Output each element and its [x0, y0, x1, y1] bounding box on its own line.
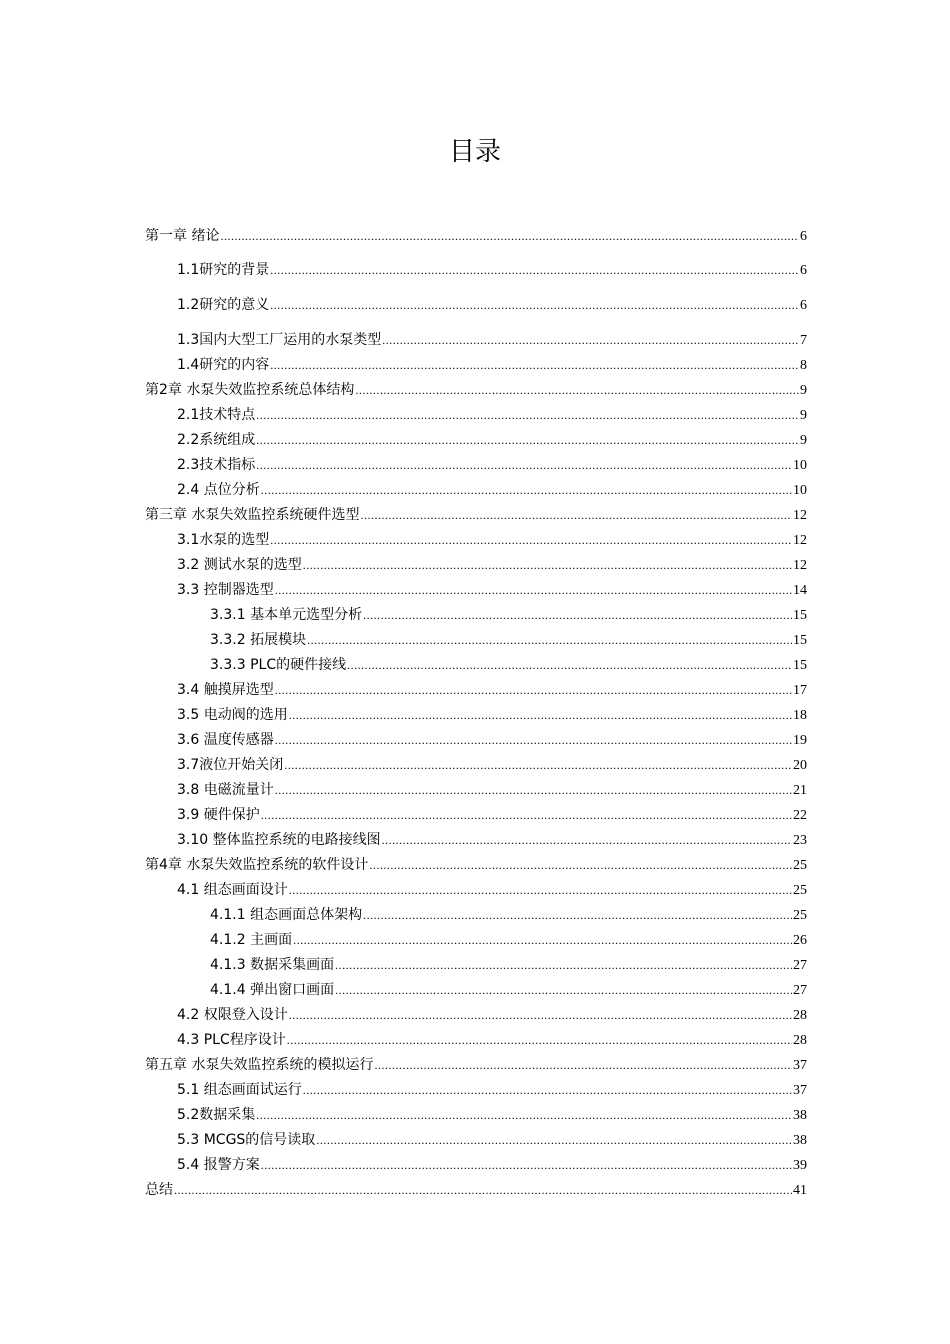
dot-leader — [261, 1155, 792, 1175]
toc-entry-label: 3.2 测试水泵的选型 — [177, 557, 302, 573]
toc-entry-page: 18 — [793, 708, 807, 723]
dot-leader — [382, 330, 799, 350]
toc-entry-label: 2.2系统组成 — [177, 432, 256, 448]
toc-entry-summary[interactable] — [145, 1180, 807, 1200]
toc-entry-4-1-4[interactable] — [210, 980, 807, 1000]
toc-entry-page: 25 — [793, 858, 807, 873]
dot-leader — [363, 905, 792, 925]
toc-entry-4-1[interactable] — [177, 880, 807, 900]
toc-entry-page: 22 — [793, 808, 807, 823]
toc-entry-chapter-5[interactable] — [145, 1055, 807, 1075]
toc-entry-page: 6 — [800, 229, 807, 244]
toc-entry-page: 6 — [800, 263, 807, 278]
toc-entry-page: 15 — [793, 608, 807, 623]
toc-entry-page: 38 — [793, 1108, 807, 1123]
toc-entry-label: 3.6 温度传感器 — [177, 732, 274, 748]
dot-leader — [289, 880, 792, 900]
toc-entry-page: 12 — [793, 558, 807, 573]
toc-entry-page: 14 — [793, 583, 807, 598]
dot-leader — [256, 1105, 792, 1125]
toc-entry-label: 第2章 水泵失效监控系统总体结构 — [145, 382, 355, 398]
toc-entry-chapter-2[interactable] — [145, 380, 807, 400]
dot-leader — [293, 930, 792, 950]
dot-leader — [287, 1030, 792, 1050]
dot-leader — [256, 430, 799, 450]
toc-entry-label: 1.1研究的背景 — [177, 262, 270, 278]
toc-entry-page: 41 — [793, 1183, 807, 1198]
toc-entry-page: 6 — [800, 298, 807, 313]
dot-leader — [307, 630, 792, 650]
toc-entry-3-3-1[interactable] — [210, 605, 807, 625]
toc-entry-page: 39 — [793, 1158, 807, 1173]
dot-leader — [369, 855, 792, 875]
toc-entry-page: 28 — [793, 1033, 807, 1048]
toc-entry-page: 25 — [793, 908, 807, 923]
toc-entry-label: 3.10 整体监控系统的电路接线图 — [177, 832, 381, 848]
toc-entry-page: 37 — [793, 1083, 807, 1098]
toc-entry-5-2[interactable] — [177, 1105, 807, 1125]
toc-entry-label: 3.3.3 PLC的硬件接线 — [210, 657, 347, 673]
toc-entry-label: 5.3 MCGS的信号读取 — [177, 1132, 316, 1148]
toc-entry-2-1[interactable] — [177, 405, 807, 425]
toc-entry-3-3-3[interactable] — [210, 655, 807, 675]
toc-entry-label: 第一章 绪论 — [145, 228, 220, 244]
toc-entry-label: 3.4 触摸屏选型 — [177, 682, 274, 698]
toc-entry-label: 2.3技术指标 — [177, 457, 256, 473]
toc-entry-page: 9 — [800, 383, 807, 398]
toc-entry-2-3[interactable] — [177, 455, 807, 475]
toc-entry-5-3[interactable] — [177, 1130, 807, 1150]
toc-entry-label: 2.1技术特点 — [177, 407, 256, 423]
toc-entry-label: 3.8 电磁流量计 — [177, 782, 274, 798]
toc-entry-label: 3.1水泵的选型 — [177, 532, 270, 548]
toc-entry-3-5[interactable] — [177, 705, 807, 725]
toc-entry-3-10[interactable] — [177, 830, 807, 850]
dot-leader — [270, 260, 799, 280]
dot-leader — [363, 605, 792, 625]
toc-entry-page: 27 — [793, 958, 807, 973]
toc-entry-page: 10 — [793, 483, 807, 498]
toc-entry-label: 3.5 电动阀的选用 — [177, 707, 288, 723]
dot-leader — [270, 295, 799, 315]
toc-entry-page: 28 — [793, 1008, 807, 1023]
dot-leader — [275, 680, 792, 700]
toc-entry-4-2[interactable] — [177, 1005, 807, 1025]
toc-entry-4-1-2[interactable] — [210, 930, 807, 950]
toc-entry-label: 总结 — [145, 1182, 173, 1198]
dot-leader — [220, 226, 799, 246]
toc-entry-page: 38 — [793, 1133, 807, 1148]
toc-entry-3-7[interactable] — [177, 755, 807, 775]
toc-entry-page: 25 — [793, 883, 807, 898]
toc-entry-label: 4.1.1 组态画面总体架构 — [210, 907, 363, 923]
toc-entry-3-1[interactable] — [177, 530, 807, 550]
toc-entry-4-1-3[interactable] — [210, 955, 807, 975]
dot-leader — [374, 1055, 792, 1075]
toc-entry-label: 3.7液位开始关闭 — [177, 757, 284, 773]
dot-leader — [335, 980, 792, 1000]
toc-entry-label: 3.9 硬件保护 — [177, 807, 260, 823]
toc-entry-page: 15 — [793, 633, 807, 648]
toc-entry-label: 1.4研究的内容 — [177, 357, 270, 373]
toc-entry-3-3[interactable] — [177, 580, 807, 600]
dot-leader — [261, 480, 792, 500]
toc-entry-3-2[interactable] — [177, 555, 807, 575]
toc-entry-2-4[interactable] — [177, 480, 807, 500]
toc-entry-page: 27 — [793, 983, 807, 998]
toc-entry-page: 10 — [793, 458, 807, 473]
toc-entry-label: 4.1.3 数据采集画面 — [210, 957, 335, 973]
toc-entry-page: 12 — [793, 533, 807, 548]
toc-entry-label: 4.1.2 主画面 — [210, 932, 293, 948]
dot-leader — [303, 1080, 792, 1100]
toc-entry-page: 23 — [793, 833, 807, 848]
toc-entry-label: 5.4 报警方案 — [177, 1157, 260, 1173]
dot-leader — [360, 505, 792, 525]
toc-entry-label: 3.3 控制器选型 — [177, 582, 274, 598]
dot-leader — [303, 555, 792, 575]
toc-entry-2-2[interactable] — [177, 430, 807, 450]
toc-entry-page: 8 — [800, 358, 807, 373]
toc-entry-page: 37 — [793, 1058, 807, 1073]
dot-leader — [270, 530, 792, 550]
dot-leader — [347, 655, 792, 675]
dot-leader — [256, 405, 799, 425]
toc-entry-label: 4.3 PLC程序设计 — [177, 1032, 286, 1048]
toc-entry-1-4[interactable] — [177, 355, 807, 375]
toc-entry-3-9[interactable] — [177, 805, 807, 825]
toc-entry-page: 12 — [793, 508, 807, 523]
dot-leader — [275, 580, 792, 600]
dot-leader — [275, 730, 792, 750]
toc-entry-chapter-4[interactable] — [145, 855, 807, 875]
toc-entry-3-6[interactable] — [177, 730, 807, 750]
toc-entry-5-4[interactable] — [177, 1155, 807, 1175]
toc-entry-label: 4.2 权限登入设计 — [177, 1007, 288, 1023]
toc-entry-label: 2.4 点位分析 — [177, 482, 260, 498]
toc-entry-label: 3.3.2 拓展模块 — [210, 632, 307, 648]
dot-leader — [289, 705, 792, 725]
dot-leader — [261, 805, 792, 825]
toc-entry-chapter-1[interactable] — [145, 226, 807, 246]
dot-leader — [316, 1130, 792, 1150]
dot-leader — [284, 755, 792, 775]
toc-entry-label: 4.1.4 弹出窗口画面 — [210, 982, 335, 998]
dot-leader — [174, 1180, 792, 1200]
toc-entry-label: 第五章 水泵失效监控系统的模拟运行 — [145, 1057, 374, 1073]
toc-entry-4-3[interactable] — [177, 1030, 807, 1050]
dot-leader — [382, 830, 792, 850]
toc-entry-label: 5.2数据采集 — [177, 1107, 256, 1123]
toc-entry-5-1[interactable] — [177, 1080, 807, 1100]
toc-entry-label: 1.2研究的意义 — [177, 297, 270, 313]
dot-leader — [275, 780, 792, 800]
toc-entry-3-8[interactable] — [177, 780, 807, 800]
toc-entry-4-1-1[interactable] — [210, 905, 807, 925]
toc-entry-page: 19 — [793, 733, 807, 748]
toc-entry-page: 20 — [793, 758, 807, 773]
toc-entry-label: 3.3.1 基本单元选型分析 — [210, 607, 363, 623]
toc-entry-1-2[interactable] — [177, 295, 807, 315]
toc-entry-label: 5.1 组态画面试运行 — [177, 1082, 302, 1098]
toc-entry-label: 第三章 水泵失效监控系统硬件选型 — [145, 507, 360, 523]
toc-entry-chapter-3[interactable] — [145, 505, 807, 525]
toc-entry-1-3[interactable] — [177, 330, 807, 350]
toc-entry-3-4[interactable] — [177, 680, 807, 700]
toc-entry-page: 9 — [800, 408, 807, 423]
toc-entry-page: 9 — [800, 433, 807, 448]
toc-entry-page: 26 — [793, 933, 807, 948]
dot-leader — [289, 1005, 792, 1025]
toc-entry-label: 1.3国内大型工厂运用的水泵类型 — [177, 332, 382, 348]
dot-leader — [256, 455, 792, 475]
dot-leader — [335, 955, 792, 975]
toc-entry-page: 15 — [793, 658, 807, 673]
toc-entry-1-1[interactable] — [177, 260, 807, 280]
toc-entry-page: 17 — [793, 683, 807, 698]
toc-entry-label: 4.1 组态画面设计 — [177, 882, 288, 898]
toc-entry-page: 7 — [800, 333, 807, 348]
toc-entry-page: 21 — [793, 783, 807, 798]
page-title: 目录 — [448, 137, 501, 167]
dot-leader — [270, 355, 799, 375]
toc-entry-3-3-2[interactable] — [210, 630, 807, 650]
dot-leader — [355, 380, 799, 400]
toc-entry-label: 第4章 水泵失效监控系统的软件设计 — [145, 857, 369, 873]
